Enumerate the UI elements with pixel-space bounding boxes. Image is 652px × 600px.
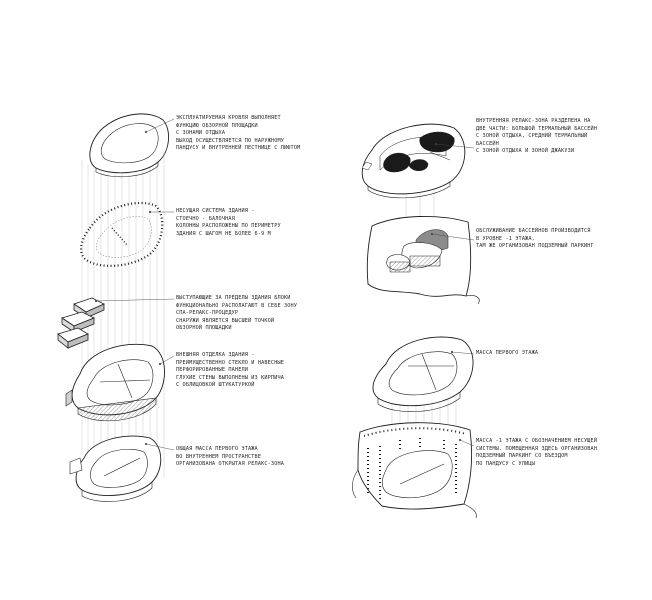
first-floor-mass-right	[373, 337, 473, 412]
spa-blocks	[58, 298, 104, 348]
note-underground	[476, 438, 597, 468]
note-blocks	[176, 295, 297, 333]
note-pools	[476, 228, 594, 251]
note-line: ФУНКЦИЮ ОБЗОРНОЙ ПЛОЩАДКИ	[176, 122, 258, 129]
note-line: ФУНКЦИОНАЛЬНО РАСПОЛАГАЮТ В СЕБЕ ЗОНУ	[176, 302, 298, 309]
note-line: СНАРУЖИ ЯВЛЯЕТСЯ ВЫСШЕЙ ТОЧКОЙ	[176, 317, 275, 324]
note-line: ПАНДУСУ И ВНУТРЕННЕЙ ЛЕСТНИЦЕ С ЛИФТОМ	[176, 145, 301, 152]
note-line: С ОБЛИЦОВКОЙ ШТУКАТУРКОЙ	[176, 382, 255, 389]
note-line: БАССЕЙН	[476, 140, 499, 147]
note-line: СПА-РЕЛАКС-ПРОЦЕДУР	[176, 310, 239, 317]
note-structure	[176, 208, 281, 238]
underground-level	[352, 423, 476, 518]
note-line: ГЛУХИЕ СТЕНЫ ВЫПОЛНЕНЫ ИЗ КИРПИЧА	[176, 374, 285, 381]
roof-slab	[90, 114, 169, 177]
note-line: ОБЗОРНОЙ ПЛОЩАДКИ	[176, 325, 232, 332]
note-line: ПО ПАНДУСУ С УЛИЦЫ	[476, 460, 535, 467]
note-ground	[176, 446, 284, 469]
ground-floor-mass	[70, 436, 161, 502]
note-line: ОБЩАЯ МАССА ПЕРВОГО ЭТАЖА	[176, 446, 258, 452]
relax-zone-plan	[362, 124, 465, 198]
note-line: ВНЕШНЯЯ ОТДЕЛКА ЗДАНИЯ -	[176, 352, 255, 358]
note-roof	[176, 115, 300, 153]
note-line: ОБСЛУЖИВАНИЕ БАССЕЙНОВ ПРОИЗВОДИТСЯ	[476, 228, 591, 234]
note-line: СТОЕЧНО - БАЛОЧНАЯ	[176, 215, 235, 222]
note-line: С ЗОНОЙ ОТДЫХА И ЗОНОЙ ДЖАКУЗИ	[476, 148, 575, 155]
note-line: С ЗОНАМИ ОТДЫХА	[176, 130, 226, 137]
note-line: В УРОВНЕ -1 ЭТАЖА,	[476, 235, 535, 242]
note-line: ВО ВНУТРЕННЕМ ПРОСТРАНСТВЕ	[176, 453, 262, 460]
note-line: ЭКСПЛУАТИРУЕМАЯ КРОВЛЯ ВЫПОЛНЯЕТ	[176, 115, 281, 121]
note-line: МАССА -1 ЭТАЖА С ОБОЗНАЧЕНИЕМ НЕСУЩЕЙ	[476, 438, 598, 444]
pools-service-level	[367, 216, 479, 304]
note-line: КОЛОННЫ РАСПОЛОЖЕНЫ ПО ПЕРИМЕТРУ	[176, 223, 281, 230]
note-line: НЕСУЩАЯ СИСТЕМА ЗДАНИЯ -	[176, 208, 255, 214]
note-line: ТАМ ЖЕ ОРГАНИЗОВАН ПОДЗЕМНЫЙ ПАРКИНГ	[476, 243, 594, 250]
note-line: СИСТЕМЫ. ПОМЕЩЕННАЯ ЗДЕСЬ ОРГАНИЗОВАН	[476, 445, 598, 452]
note-line: ВНУТРЕННЯЯ РЕЛАКС-ЗОНА РАЗДЕЛЕНА НА	[476, 118, 591, 124]
note-facade	[176, 352, 284, 390]
note-line: ДВЕ ЧАСТИ: БОЛЬШОЙ ТЕРМАЛЬНЫЙ БАССЕЙН	[476, 125, 598, 132]
facade-ring	[66, 344, 165, 421]
note-relax	[476, 118, 597, 156]
note-line: МАССА ПЕРВОГО ЭТАЖА	[476, 350, 539, 356]
note-line: ВЫХОД ОСУЩЕСТВЛЯЕТСЯ ПО НАРУЖНОМУ	[176, 137, 285, 144]
note-line: ПЕРФОРИРОВАННЫЕ ПАНЕЛИ	[176, 367, 249, 374]
note-line: ОРГАНИЗОВАНА ОТКРЫТАЯ РЕЛАКС-ЗОНА	[176, 461, 285, 468]
note-line: ПРЕИМУЩЕСТВЕННО СТЕКЛО И НАВЕСНЫЕ	[176, 359, 285, 366]
note-line: ПОДЗЕМНЫЙ ПАРКИНГ СО ВЪЕЗДОМ	[476, 453, 568, 460]
note-line: ВЫСТУПАЮЩИЕ ЗА ПРЕДЕЛЫ ЗДАНИЯ БЛОКИ	[176, 295, 291, 301]
note-line: С ЗОНОЙ ОТДЫХА, СРЕДНИЙ ТЕРМАЛЬНЫЙ	[476, 133, 588, 140]
note-line: ЗДАНИЯ С ШАГОМ НЕ БОЛЕЕ 6-9 М	[176, 230, 271, 237]
note-first-floor	[476, 350, 538, 358]
